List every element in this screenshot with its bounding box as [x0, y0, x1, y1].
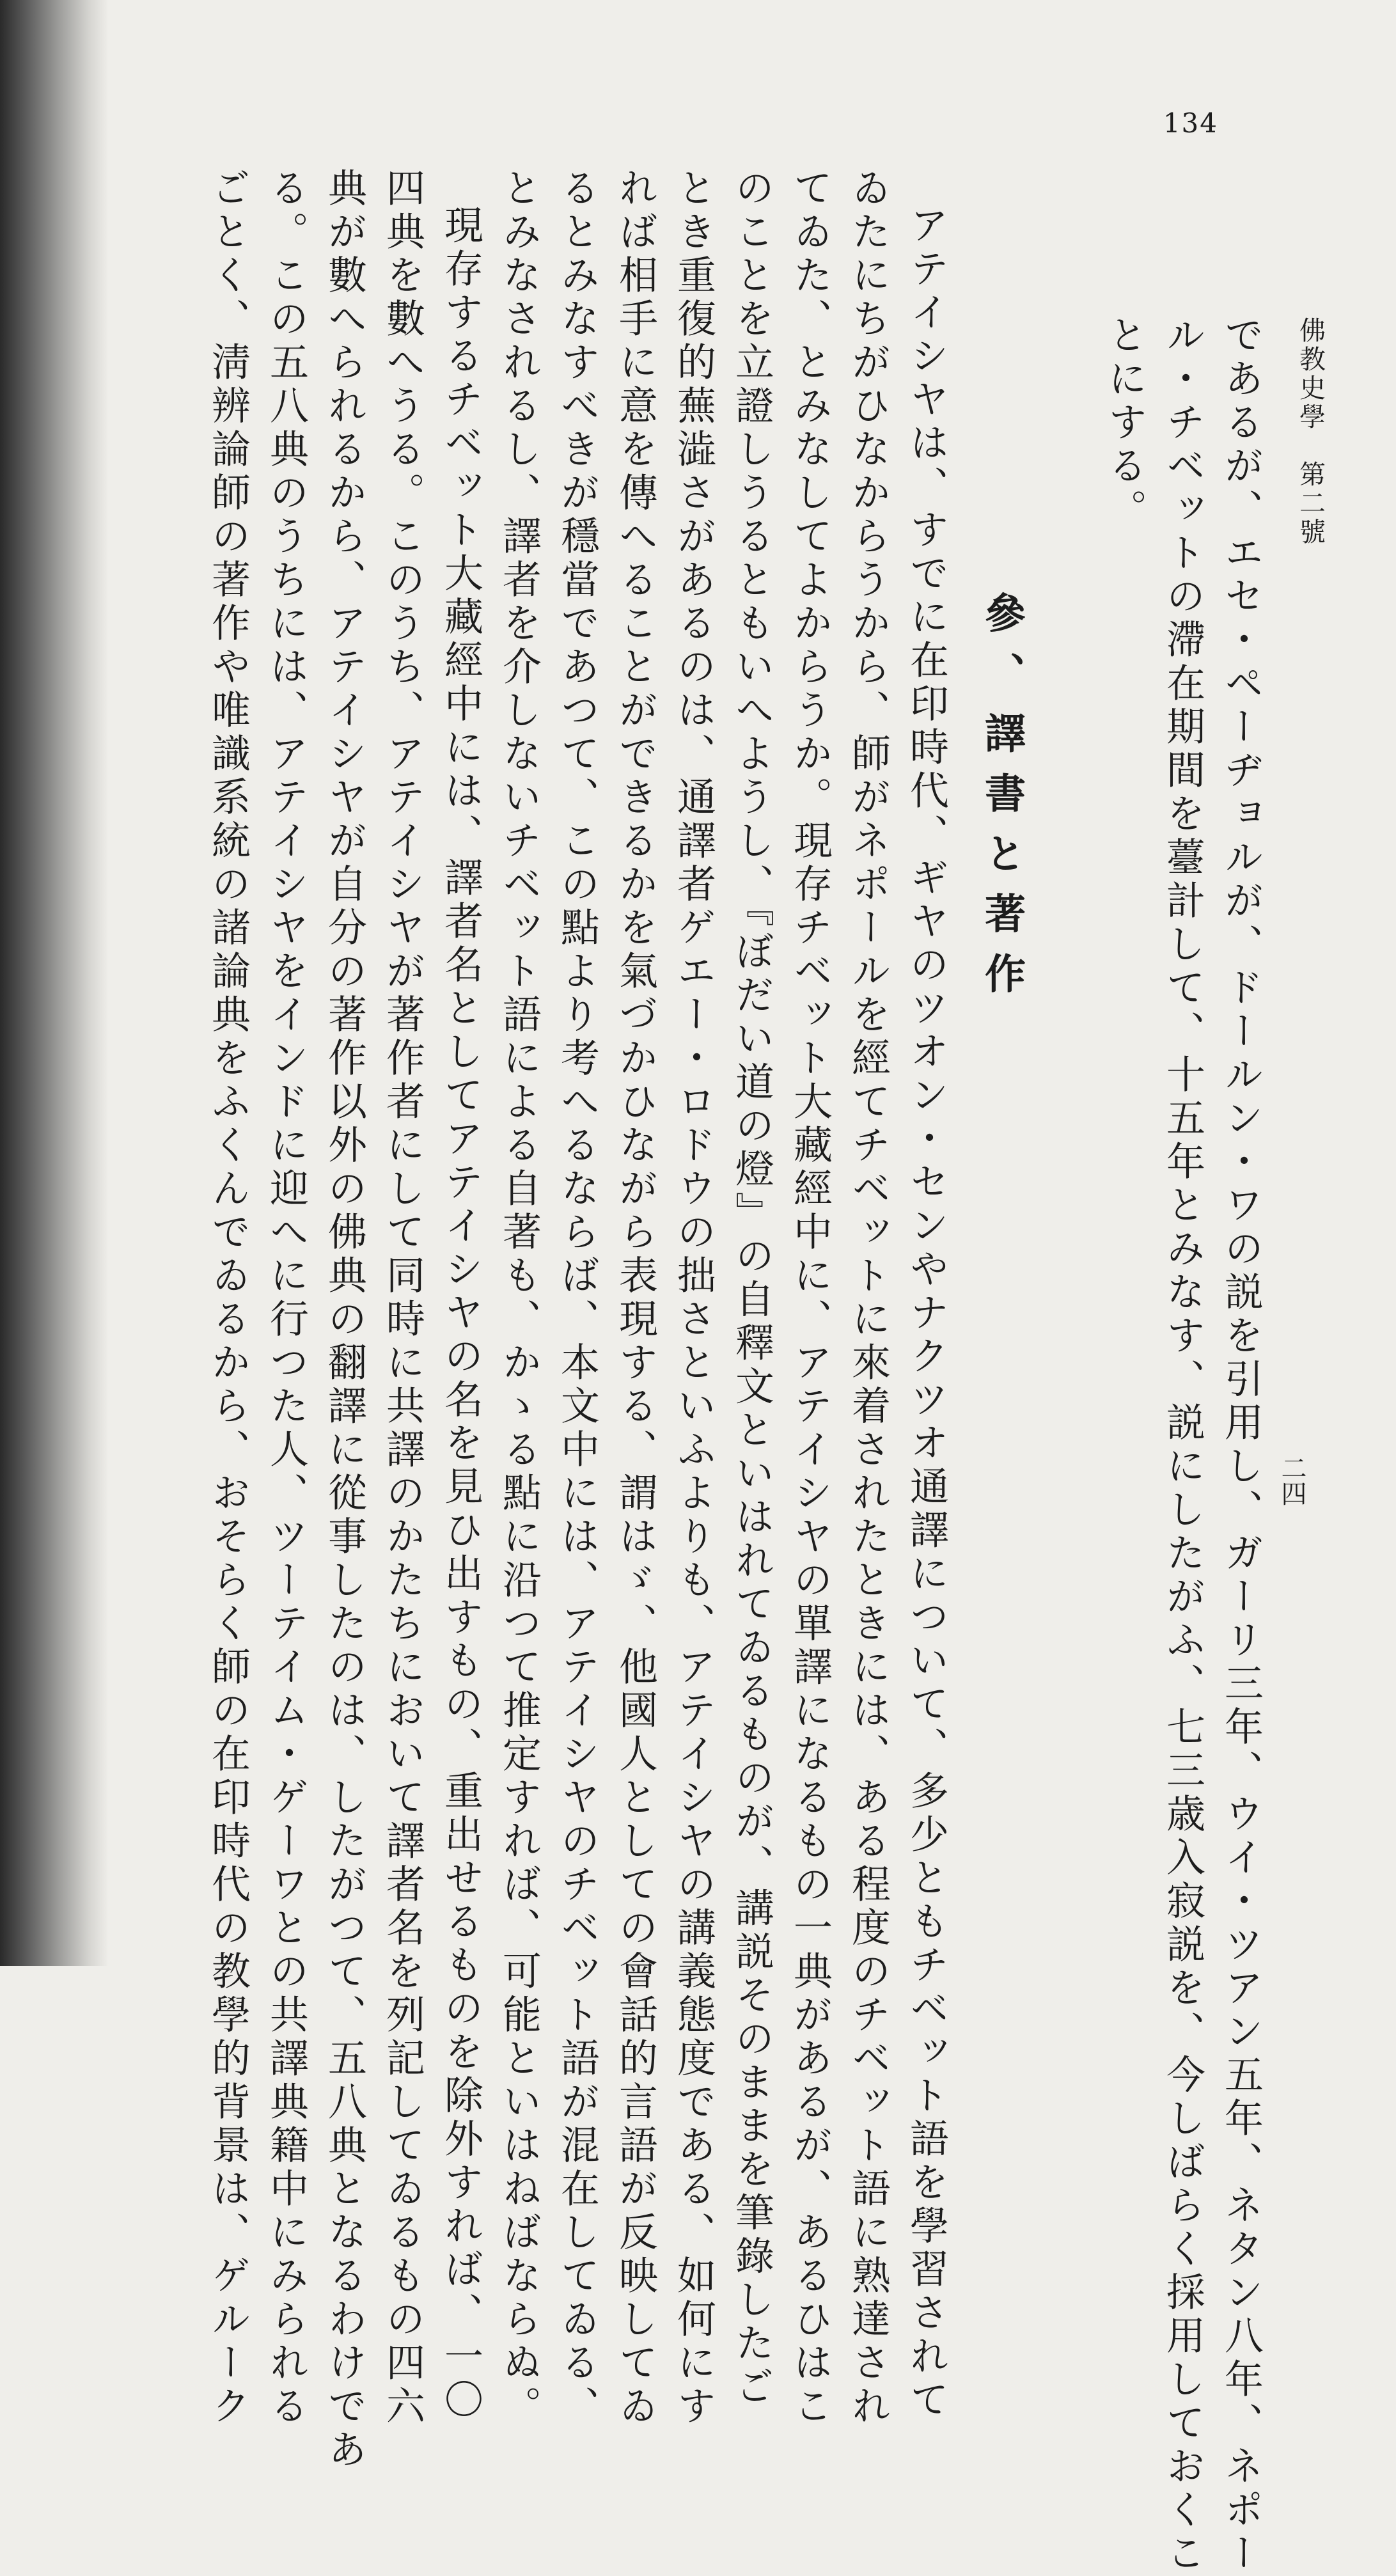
text-column-3: とにする。 [1102, 315, 1147, 532]
text-column-9: れば相手に意を傳へることができるかを氣づかひながら表現する、謂はゞ、他國人としての會話的言語が反映してゐ [613, 168, 658, 2429]
section-heading: 參、譯書と著作 [978, 592, 1026, 1012]
binding-shadow [0, 0, 109, 1966]
text-column-12: 現存するチベット大藏經中には、譯者名としてアテイシヤの名を見ひ出すもの、重出せるものを除外すれば、一〇 [438, 205, 483, 2423]
text-column-10: るとみなすべきが穩當であつて、この點より考へるならば、本文中には、アテイシヤのチベット語が混在してゐる、 [554, 168, 600, 2429]
page-number-kanji: 二四 [1277, 1455, 1306, 1506]
running-head: 佛教史學 第二號 [1295, 317, 1326, 547]
text-column-11: とみなされるし、譯者を介しないチベット語による自著も、かゝる點に沿つて推定すれば、可能といはねばならぬ。 [496, 168, 542, 2429]
text-column-7: のことを立證しうるともいへようし、『ぼだい道の燈』の自釋文といはれてゐるものが、講説そのままを筆錄したご [729, 168, 774, 2410]
text-column-13: 四典を數へうる。このうち、アテイシヤが著作者にして同時に共譯のかたちにおいて譯者名を列記してゐるもの四六 [380, 168, 425, 2429]
text-column-5: ゐたにちがひなからうから、師がネポールを經てチベットに來着されたときには、ある程度のチベット語に熟達され [845, 168, 891, 2429]
text-column-16: ごとく、淸辨論師の著作や唯識系統の諸論典をふくんでゐるから、おそらく師の在印時代の教學的背景は、ゲルーク [205, 168, 251, 2429]
text-column-1: であるが、エセ・ペーヂョルが、ドールン・ワの説を引用し、ガーリ三年、ウイ・ツアン五年、ネタン八年、ネポー [1218, 315, 1264, 2576]
text-column-6: てゐた、とみなしてよからうか。現存チベット大藏經中に、アテイシヤの單譯になるもの一典があるが、あるひはこ [787, 168, 833, 2429]
text-column-4: アテイシヤは、すでに在印時代、ギヤのツオン・センやナクツオ通譯について、多少ともチベット語を學習されて [904, 205, 949, 2423]
text-column-2: ル・チベットの滯在期間を薹計して、十五年とみなす、説にしたがふ、七三歳入寂説を、今しばらく採用しておくこ [1160, 315, 1205, 2576]
text-column-15: る。この五八典のうちには、アテイシヤをインドに迎へに行つた人、ツーテイム・ゲーワとの共譯典籍中にみられる [263, 168, 309, 2429]
text-column-14: 典が數へられるから、アテイシヤが自分の著作以外の佛典の翻譯に從事したのは、したがつて、五八典となるわけであ [322, 168, 367, 2472]
text-column-8: とき重復的蕪澁さがあるのは、通譯者ゲエー・ロドウの拙さといふよりも、アテイシヤの講義態度である、如何にす [671, 168, 716, 2429]
page-number-arabic: 134 [1163, 107, 1218, 139]
